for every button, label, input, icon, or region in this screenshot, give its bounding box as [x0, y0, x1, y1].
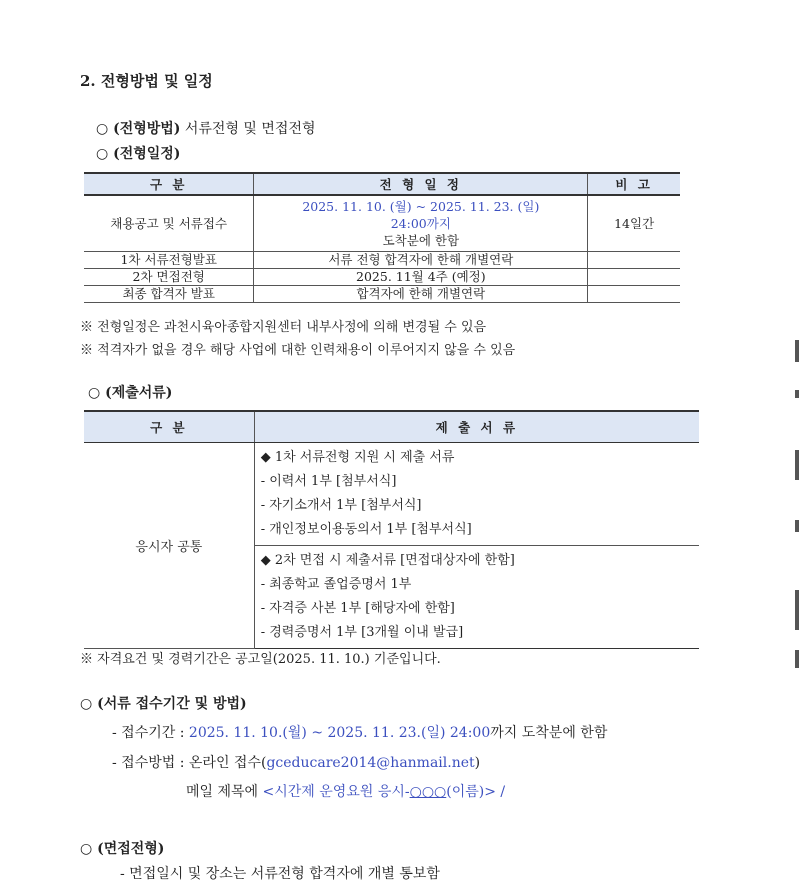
method-prefix: - 접수방법 : 온라인 접수( — [112, 755, 267, 771]
row-note — [588, 269, 680, 286]
list-item: - 자격증 사본 1부 [해당자에 한함] — [260, 601, 455, 616]
table-row — [84, 443, 699, 546]
list-item: - 이력서 1부 [첨부서식] — [260, 474, 397, 489]
page-edge-marks — [795, 330, 800, 690]
schedule-condition: 도착분에 한함 — [382, 233, 460, 248]
schedule-note-2: ※ 적격자가 없을 경우 해당 사업에 대한 인력채용이 이루어지지 않을 수 있음 — [80, 343, 516, 358]
submission-period — [112, 722, 607, 742]
list-item: - 자기소개서 1부 [첨부서식] — [260, 498, 422, 513]
row-schedule: 서류 전형 합격자에 한해 개별연락 — [254, 252, 588, 269]
section-title: 2. 전형방법 및 일정 — [80, 72, 213, 90]
row-note: 14일간 — [588, 195, 680, 252]
documents-header-category: 구 분 — [84, 411, 254, 443]
submission-method — [112, 752, 480, 772]
mail-subject-line — [186, 781, 505, 801]
method-suffix: ) — [474, 755, 481, 771]
documents-header-row — [84, 411, 699, 443]
method-line — [96, 118, 316, 138]
documents-category: 응시자 공통 — [84, 443, 254, 649]
documents-group-1 — [254, 443, 699, 546]
row-schedule — [254, 195, 588, 252]
schedule-note-1: ※ 전형일정은 과천시육아종합지원센터 내부사정에 의해 변경될 수 있음 — [80, 320, 487, 335]
table-row — [84, 286, 680, 303]
interview-text: - 면접일시 및 장소는 서류전형 합격자에 개별 통보함 — [120, 866, 440, 882]
documents-note: ※ 자격요건 및 경력기간은 공고일(2025. 11. 10.) 기준입니다. — [80, 652, 441, 667]
row-schedule: 합격자에 한해 개별연락 — [254, 286, 588, 303]
list-item: ◆ 2차 면접 시 제출서류 [면접대상자에 한함] — [260, 553, 515, 568]
schedule-date-range: 2025. 11. 10. (월) ~ 2025. 11. 23. (일) — [302, 199, 540, 214]
submission-label: ○ (서류 접수기간 및 방법) — [80, 696, 247, 712]
list-item: - 개인정보이용동의서 1부 [첨부서식] — [260, 522, 472, 537]
subject-value-b: ○○○ — [409, 784, 447, 800]
method-label: ○ (전형방법) — [96, 121, 181, 137]
documents-header-docs: 제 출 서 류 — [254, 411, 699, 443]
list-item: - 경력증명서 1부 [3개월 이내 발급] — [260, 625, 464, 640]
schedule-table — [84, 172, 680, 303]
row-note — [588, 286, 680, 303]
row-category: 최종 합격자 발표 — [84, 286, 254, 303]
table-row — [84, 195, 680, 252]
list-item: - 최종학교 졸업증명서 1부 — [260, 577, 412, 592]
schedule-deadline: 24:00까지 — [390, 216, 451, 231]
row-category: 2차 면접전형 — [84, 269, 254, 286]
row-category: 1차 서류전형발표 — [84, 252, 254, 269]
schedule-header-row — [84, 173, 680, 195]
documents-label: ○ (제출서류) — [88, 385, 173, 401]
schedule-header-category: 구 분 — [84, 173, 254, 195]
schedule-header-schedule: 전 형 일 정 — [254, 173, 588, 195]
subject-prefix: 메일 제목에 — [186, 784, 263, 800]
row-schedule: 2025. 11월 4주 (예정) — [254, 269, 588, 286]
method-text: 서류전형 및 면접전형 — [180, 121, 316, 137]
subject-value-a: <시간제 운영요원 응시- — [262, 784, 410, 800]
period-value: 2025. 11. 10.(월) ~ 2025. 11. 23.(일) 24:00 — [188, 725, 491, 741]
schedule-label: ○ (전형일정) — [96, 146, 181, 162]
interview-label: ○ (면접전형) — [80, 841, 165, 857]
row-note — [588, 252, 680, 269]
subject-value-c: (이름)> / — [446, 784, 506, 800]
documents-table — [84, 410, 699, 649]
schedule-header-note: 비 고 — [588, 173, 680, 195]
documents-group-2 — [254, 546, 699, 649]
period-suffix: 까지 도착분에 한함 — [490, 725, 608, 741]
list-item: ◆ 1차 서류전형 지원 시 제출 서류 — [260, 450, 455, 465]
row-category: 채용공고 및 서류접수 — [84, 195, 254, 252]
table-row — [84, 252, 680, 269]
submission-email-link[interactable]: gceducare2014@hanmail.net — [266, 755, 475, 771]
period-prefix: - 접수기간 : — [112, 725, 189, 741]
table-row — [84, 269, 680, 286]
